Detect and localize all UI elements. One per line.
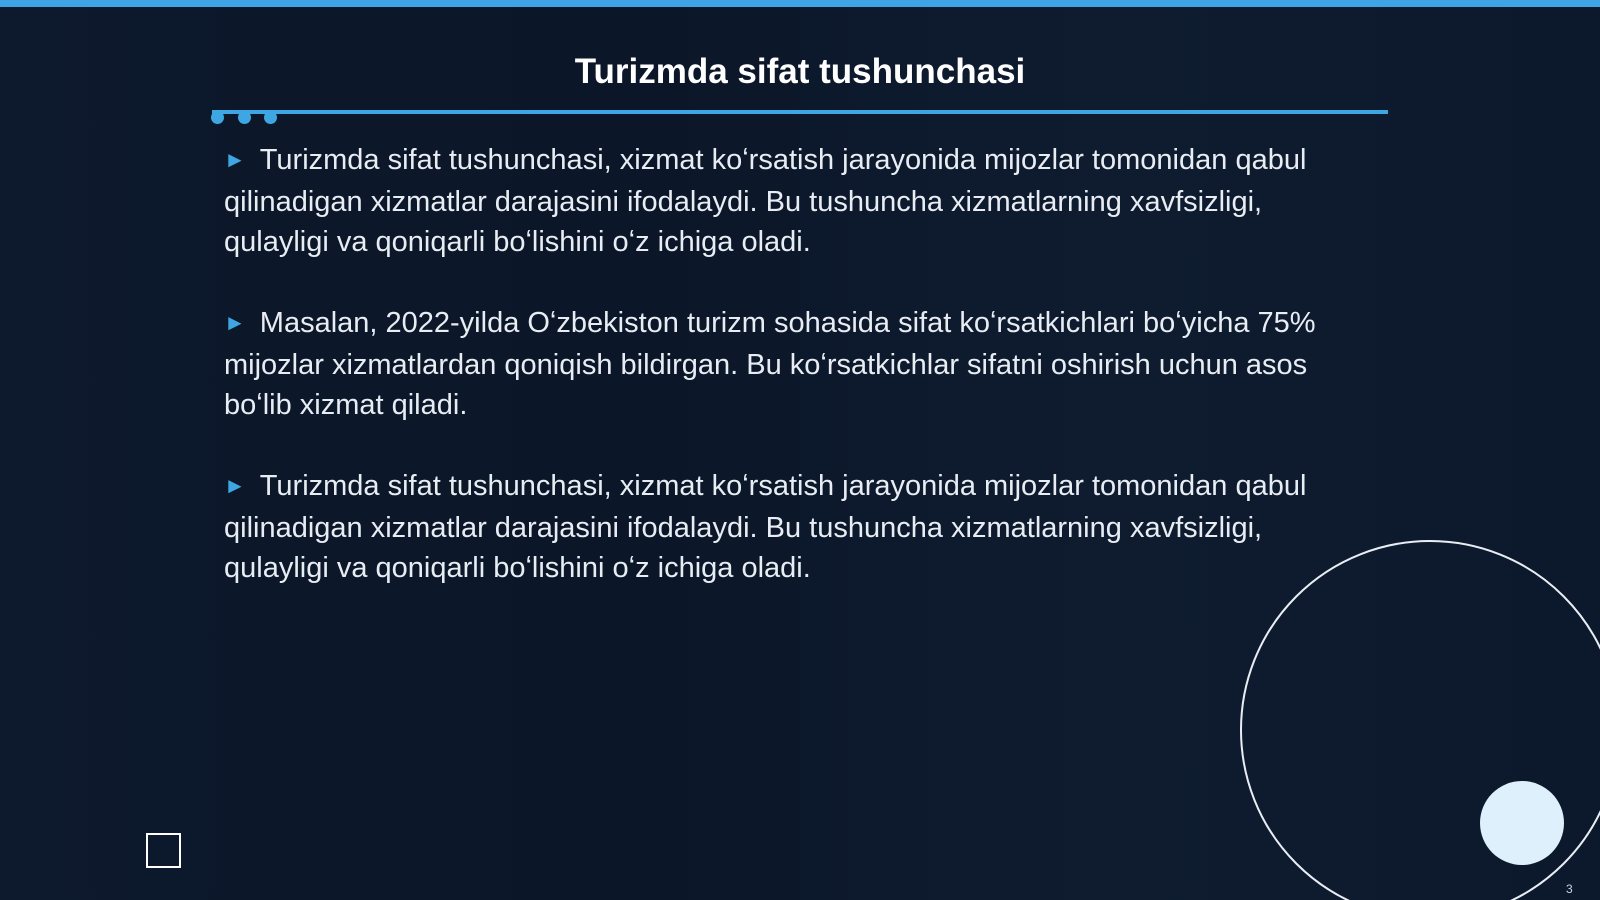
bullet-paragraph [224, 140, 1374, 262]
paragraph-text: Turizmda sifat tushunchasi, xizmat koʻrsatish jarayonida mijozlar tomonidan qabul qilinadigan xizmatlar darajasini ifodalaydi. Bu tushuncha xizmatlarning xavfsizligi, qulayligi va qoniqarli boʻlishini oʻz ichiga oladi. [224, 144, 1307, 258]
slide-content [224, 140, 1374, 629]
bullet-paragraph [224, 303, 1374, 425]
bullet-arrow-icon: ► [224, 147, 246, 172]
decorative-filled-circle [1480, 781, 1564, 865]
page-number: 3 [1566, 882, 1573, 896]
decorative-dot [211, 111, 224, 124]
decorative-square-outline [146, 833, 181, 868]
bullet-arrow-icon: ► [224, 310, 246, 335]
decorative-dot [264, 111, 277, 124]
top-accent-bar [0, 0, 1600, 7]
bullet-arrow-icon: ► [224, 473, 246, 498]
paragraph-text: Masalan, 2022-yilda Oʻzbekiston turizm sohasida sifat koʻrsatkichlari boʻyicha 75% mijozlar xizmatlardan qoniqish bildirgan. Bu koʻrsatkichlar sifatni oshirish uchun asos boʻlib xizmat qiladi. [224, 307, 1316, 421]
decorative-dot [238, 111, 251, 124]
slide-title: Turizmda sifat tushunchasi [574, 52, 1026, 91]
paragraph-text: Turizmda sifat tushunchasi, xizmat koʻrsatish jarayonida mijozlar tomonidan qabul qilinadigan xizmatlar darajasini ifodalaydi. Bu tushuncha xizmatlarning xavfsizligi, qulayligi va qoniqarli boʻlishini oʻz ichiga oladi. [224, 470, 1307, 584]
bullet-paragraph [224, 466, 1374, 588]
title-underline [212, 110, 1388, 114]
